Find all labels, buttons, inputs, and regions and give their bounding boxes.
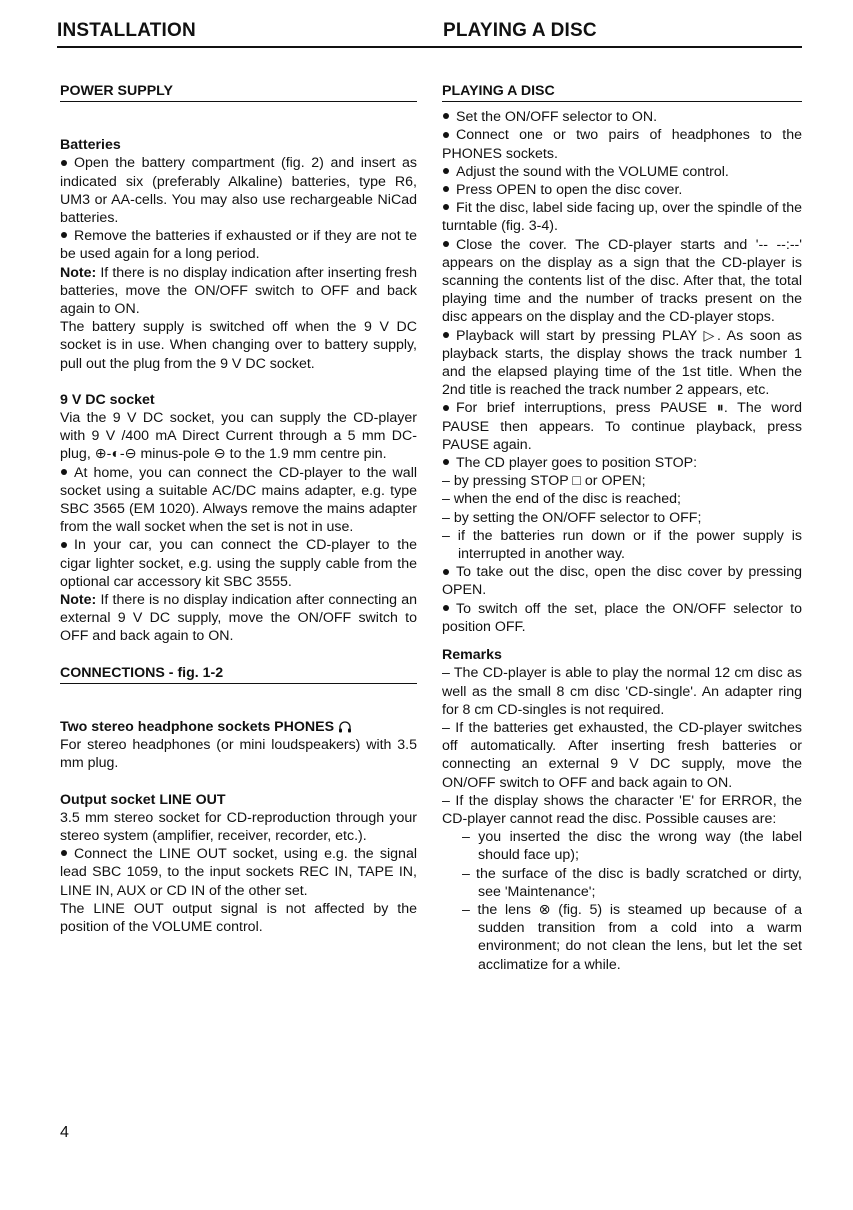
bullet-icon [61,160,67,166]
list-item: To switch off the set, place the ON/OFF selector to position OFF. [442,600,802,635]
stop-item: – by setting the ON/OFF selector to OFF; [442,509,702,526]
list-item: Press OPEN to open the disc cover. [442,181,802,199]
bullet-icon [443,332,449,338]
remark-item: – If the display shows the character 'E' for ERROR, the CD-player cannot read the disc. Possible causes are: [442,792,802,827]
header-installation: INSTALLATION [57,20,196,41]
page-number: 4 [60,1124,69,1141]
list-item: Fit the disc, label side facing up, over the spindle of the turntable (fig. 3-4). [442,200,802,235]
bullet-icon [443,168,449,174]
bullet-icon [61,232,67,238]
header-playing-a-disc: PLAYING A DISC [443,20,597,41]
bullet-icon [443,605,449,611]
bullet-icon [443,132,449,138]
right-column [442,82,802,974]
list-item: Connect one or two pairs of headphones to the PHONES sockets. [442,127,802,162]
dc-socket-title: 9 V DC socket [60,391,155,408]
phones-paragraph: For stereo headphones (or mini loudspeakers) with 3.5 mm plug. [60,737,417,772]
bullet-icon [443,241,449,247]
phones-title: Two stereo headphone sockets PHONES [60,718,417,736]
cause-item: – you inserted the disc the wrong way (the label should face up); [462,829,802,864]
cause-item: – the surface of the disc is badly scratched or dirty, see 'Maintenance'; [462,865,802,900]
remark-item: – The CD-player is able to play the normal 12 cm disc as well as the small 8 cm disc 'CD-single'. An adapter ring for 8 cm CD-singles is not required. [442,665,802,718]
headphones-icon [338,720,352,734]
cause-item: – the lens ⊗ (fig. 5) is steamed up because of a sudden transition from a cold into a warm environment; do not clean the lens, but let the set acclimatize for a while. [462,901,802,973]
batteries-paragraph-1: Open the battery compartment (fig. 2) and insert as indicated six (preferably Alkaline) batteries, type R6, UM3 or AA-cells. You may also use rechargeable NiCad batteries. [60,155,417,227]
list-item: Adjust the sound with the VOLUME control. [442,163,802,181]
playing-title: PLAYING A DISC [442,82,802,102]
remark-item: – If the batteries get exhausted, the CD-player switches off automatically. After inserting fresh batteries or connecting an external 9 V DC supply, move the ON/OFF switch to OFF and back again to ON. [442,719,802,791]
batteries-title: Batteries [60,137,121,154]
bullet-icon [443,459,449,465]
lineout-title: Output socket LINE OUT [60,791,226,808]
stop-item: – by pressing STOP □ or OPEN; [442,473,646,490]
dc-paragraph-3: In your car, you can connect the CD-player to the cigar lighter socket, e.g. using the supply cable from the optional car accessory kit SBC 3555. [60,537,417,590]
dc-note: Note: If there is no display indication after connecting an external 9 V DC supply, move the ON/OFF switch to OFF and back again to ON. [60,592,417,645]
dc-paragraph-1: Via the 9 V DC socket, you can supply the CD-player with 9 V /400 mA Direct Current through a 5 mm DC-plug, ⊕-◐-⊖ minus-pole ⊖ to the 1.9 mm centre pin. [60,410,417,463]
stop-item: – when the end of the disc is reached; [442,491,681,508]
remarks-title: Remarks [442,647,502,664]
batteries-paragraph-2: Remove the batteries if exhausted or if they are not te be used again for a long period. [60,228,417,263]
bullet-icon [443,405,449,411]
batteries-paragraph-3: The battery supply is switched off when the 9 V DC socket is in use. When changing over to battery supply, pull out the plug from the 9 V DC socket. [60,319,417,372]
bullet-icon [61,542,67,548]
lineout-paragraph-1: 3.5 mm stereo socket for CD-reproduction through your stereo system (amplifier, receiver, recorder, etc.). [60,809,417,844]
bullet-icon [443,113,449,119]
lineout-paragraph-3: The LINE OUT output signal is not affected by the position of the VOLUME control. [60,900,417,935]
header-rule [57,46,802,48]
bullet-icon [61,469,67,475]
list-item: For brief interruptions, press PAUSE ⏸. The word PAUSE then appears. To continue playback, press PAUSE again. [442,400,802,453]
bullet-icon [61,850,67,856]
list-item: To take out the disc, open the disc cover by pressing OPEN. [442,564,802,599]
list-item: Set the ON/OFF selector to ON. [442,108,802,126]
stop-item: – if the batteries run down or if the power supply is interrupted in another way. [442,527,802,563]
batteries-note: Note: If there is no display indication after inserting fresh batteries, move the ON/OFF switch to OFF and back again to ON. [60,264,417,318]
list-item: Playback will start by pressing PLAY ▷. As soon as playback starts, the display shows the track number 1 and the elapsed playing time of the 1st title. When the 2nd title is reached the track number 2 appears, etc. [442,327,802,399]
bullet-icon [443,569,449,575]
dc-paragraph-2: At home, you can connect the CD-player to the wall socket using a suitable AC/DC mains adapter, e.g. type SBC 3565 (EM 1020). Always remove the mains adapter from the wall socket when the set is not in use. [60,464,417,536]
lineout-paragraph-2: Connect the LINE OUT socket, using e.g. the signal lead SBC 1059, to the input sockets REC IN, TAPE IN, LINE IN, AUX or CD IN of the other set. [60,846,417,899]
left-column [60,82,417,936]
power-supply-title: POWER SUPPLY [60,82,417,102]
bullet-icon [443,204,449,210]
dc-polarity-icon: ⊕-◐-⊖ [94,446,137,463]
connections-title: CONNECTIONS - fig. 1-2 [60,664,417,684]
list-item: The CD player goes to position STOP: [442,454,802,472]
bullet-icon [443,186,449,192]
list-item: Close the cover. The CD-player starts and '-- --:--' appears on the display as a sign that the CD-player is scanning the contents list of the disc. After that, the total playing time and the number of tracks present on the disc appears on the display and the CD-player stops. [442,236,802,326]
